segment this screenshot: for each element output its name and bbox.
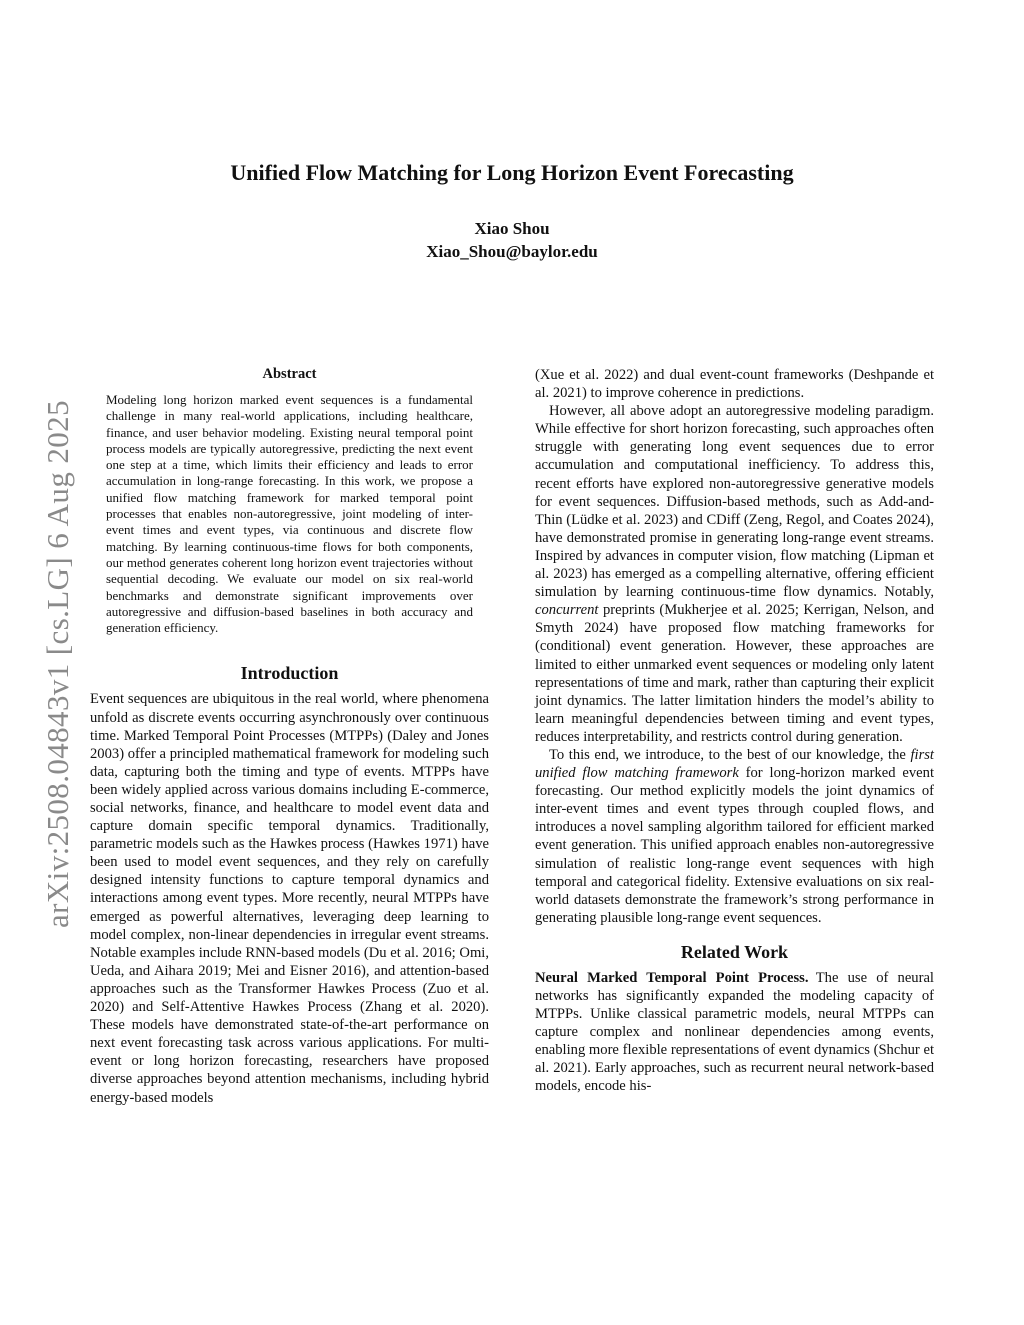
author-email: Xiao_Shou@baylor.edu [426,242,598,261]
paragraph-3-text-b: for long-horizon marked event forecasting. Our method explicitly models the joint dynamics of inter-event times and event types through coupled flows, and introduces a novel sampling algorithm tailored for efficient marked event generation. This unified approach enables non-autoregressive simulation of realistic long-range event sequences with high temporal and categorical fidelity. Extensive evaluations on six real-world datasets demonstrate the framework’s strong performance in generating plausible long-range event sequences. [535,765,934,926]
left-column [90,364,489,1107]
introduction-paragraph-3 [535,746,934,927]
related-work-paragraph [535,969,934,1096]
abstract-heading: Abstract [262,366,317,382]
introduction-paragraph-2 [535,402,934,746]
paragraph-3-text-a: To this end, we introduce, to the best of our knowledge, the [549,746,911,763]
contribution-emphasis: first unified flow matching framework [535,746,934,782]
related-work-text: The use of neural networks has significantly expanded the modeling capacity of MTPPs. Unlike classical parametric models, neural MTPPs can capture complex and nonlinear dependencies among events, enabling more flexible representations of event dynamics (Shchur et al. 2021). Early approaches, such as recurrent neural network-based models, encode his- [535,969,934,1095]
concurrent-emphasis: concurrent [535,602,599,619]
right-column [535,366,934,1096]
arxiv-identifier: arXiv:2508.04843v1 [cs.LG] 6 Aug 2025 [40,400,75,928]
abstract-text: Modeling long horizon marked event sequences is a fundamental challenge in many real-world applications, including healthcare, finance, and user behavior modeling. Existing neural temporal point process models are typically autoregressive, predicting the next event one step at a time, which limits their efficiency and leads to error accumulation in long-range forecasting. In this work, we propose a unified flow matching framework for marked temporal point processes that enables non-autoregressive, joint modeling of inter-event times and event types, via continuous and discrete flow matching. By learning continuous-time flows for both components, our method generates coherent long horizon event trajectories without sequential decoding. We evaluate our model on six real-world benchmarks and demonstrate significant improvements over autoregressive and diffusion-based baselines in both accuracy and generation efficiency. [106,392,473,636]
introduction-heading: Introduction [240,663,339,684]
introduction-paragraph-1-continued: (Xue et al. 2022) and dual event-count frameworks (Deshpande et al. 2021) to improve coherence in predictions. [535,367,934,402]
paragraph-2-text-a: However, all above adopt an autoregressive modeling paradigm. While effective for short horizon forecasting, such approaches often struggle with generating long event sequences due to error accumulation and computational inefficiency. To address this, recent efforts have explored non-autoregressive generative models for event sequences. Diffusion-based methods, such as Add-and-Thin (Lüdke et al. 2023) and CDiff (Zeng, Regol, and Coates 2024), have demonstrated promise in generating long-range event streams. Inspired by advances in computer vision, flow matching (Lipman et al. 2023) has emerged as a compelling alternative, offering efficient simulation by learning continuous-time flow dynamics. Notably, [535,403,934,601]
paragraph-2-text-b: preprints (Mukherjee et al. 2025; Kerrigan, Nelson, and Smyth 2024) have proposed flow matching frameworks for (conditional) event generation. However, these approaches are limited to either unmarked event sequences or modeling only latent representations of time and mark, rather than capturing their explicit joint dynamics. The latter limitation hinders the model’s ability to learn meaningful dependencies between timing and event types, reduces interpretability, and restricts control during generation. [535,602,934,745]
introduction-paragraph-1: Event sequences are ubiquitous in the real world, where phenomena unfold as discrete events occurring asynchronously over continuous time. Marked Temporal Point Processes (MTPPs) (Daley and Jones 2003) offer a principled mathematical framework for modeling such data, capturing both the timing and type of events. MTPPs have been widely applied across various domains including E-commerce, social networks, finance, and healthcare to model event data and capture domain specific temporal dynamics. Traditionally, parametric models such as the Hawkes process (Hawkes 1971) have been used to model event sequences, and they rely on carefully designed intensity functions to capture temporal dynamics and interactions among event types. More recently, neural MTPPs have emerged as powerful alternatives, leveraging deep learning to model complex, non-linear dependencies in irregular event streams. Notable examples include RNN-based models (Du et al. 2016; Omi, Ueda, and Aihara 2019; Mei and Eisner 2016), and attention-based approaches such as the Transformer Hawkes Process (Zuo et al. 2020) and Self-Attentive Hawkes Process (Zhang et al. 2020). These models have demonstrated state-of-the-art performance on next event forecasting task across various applications. For multi-event or long horizon forecasting, researchers have proposed diverse approaches beyond attention mechanisms, including hybrid energy-based models [90,691,489,1106]
related-work-heading: Related Work [680,941,789,962]
run-in-heading: Neural Marked Temporal Point Process. [535,969,809,986]
paper-title: Unified Flow Matching for Long Horizon Event Forecasting [230,160,794,185]
author-name: Xiao Shou [474,219,550,238]
